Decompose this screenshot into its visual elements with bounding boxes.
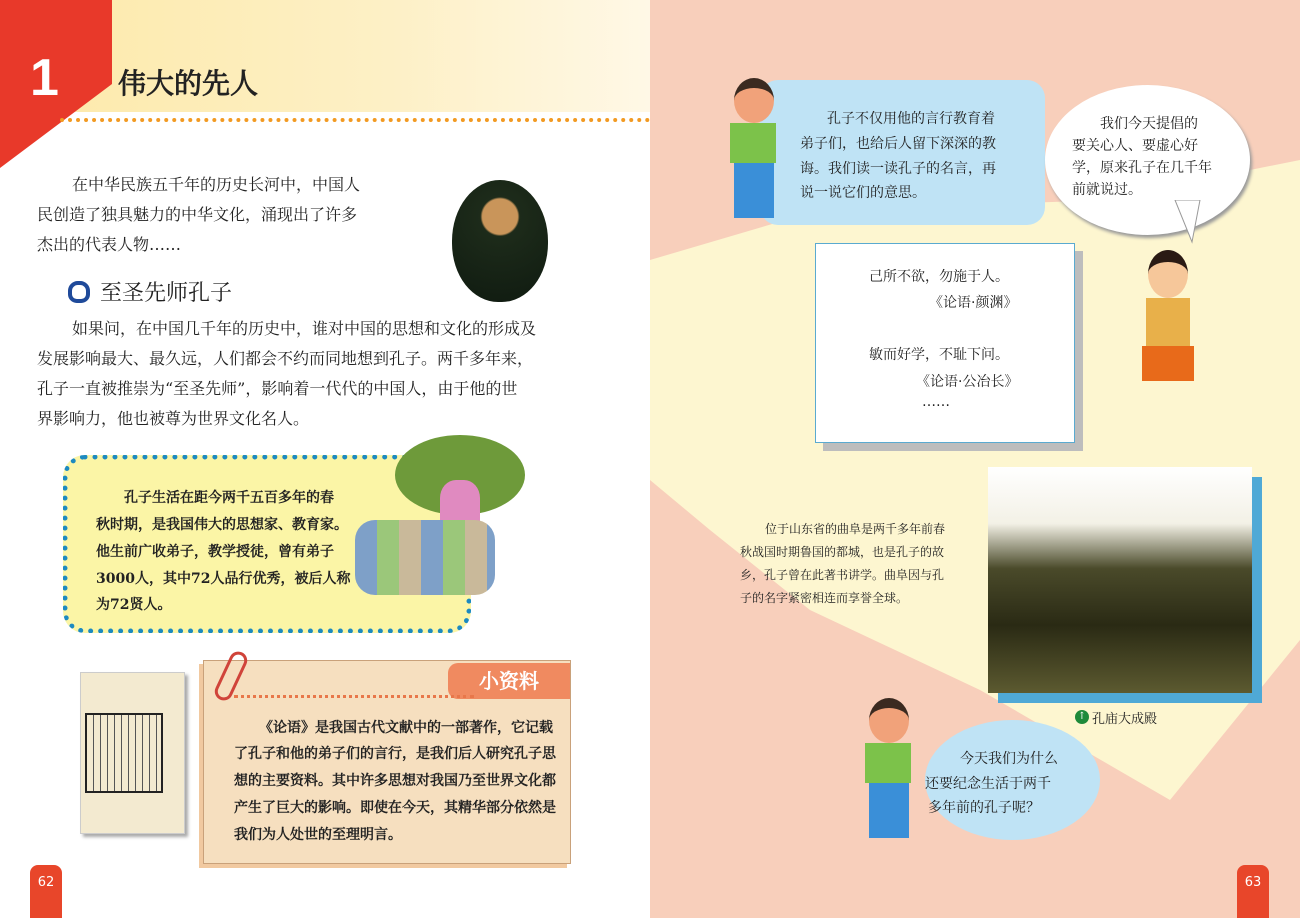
boy-character-bottom bbox=[855, 698, 925, 848]
teaching-illustration-students bbox=[355, 520, 495, 595]
note-line: 产生了巨大的影响。即使在今天，其精华部分依然是 bbox=[234, 800, 556, 816]
note-line: 我们为人处世的至理明言。 bbox=[234, 827, 402, 843]
boy-character bbox=[720, 78, 790, 228]
bubble-line: 说一说它们的意思。 bbox=[800, 185, 926, 201]
speech-line: 要关心人、要虚心好 bbox=[1072, 138, 1198, 154]
speech-line: 我们今天提倡的 bbox=[1100, 116, 1198, 132]
book-text-columns bbox=[85, 713, 163, 793]
speech-line: 学，原来孔子在几千年 bbox=[1072, 160, 1212, 176]
analects-book-image bbox=[80, 672, 185, 834]
intro-line: 杰出的代表人物…… bbox=[37, 235, 182, 254]
question-line: 还要纪念生活于两千 bbox=[925, 776, 1051, 792]
girl-speech-bubble bbox=[1045, 85, 1250, 235]
note-line: 《论语》是我国古代文献中的一部著作，它记载 bbox=[259, 720, 553, 736]
photo-caption: 孔庙大成殿 bbox=[1092, 712, 1158, 727]
right-page bbox=[650, 0, 1300, 918]
body-line: 界影响力，他也被尊为世界文化名人。 bbox=[37, 409, 310, 428]
box-line: 3000人，其中72人品行优秀，被后人称 bbox=[96, 571, 351, 587]
quote-source: 《论语·颜渊》 bbox=[929, 295, 1018, 311]
bubble-line: 诲。我们读一读孔子的名言，再 bbox=[800, 161, 996, 177]
box-line: 他生前广收弟子，教学授徒，曾有弟子 bbox=[96, 544, 334, 560]
qufu-line: 子的名字紧密相连而享誉全球。 bbox=[740, 591, 909, 605]
teaching-illustration-confucius bbox=[440, 480, 480, 525]
boy-speech-box bbox=[760, 80, 1045, 225]
girl-character bbox=[1128, 250, 1208, 440]
header-divider bbox=[60, 118, 650, 122]
note-card bbox=[203, 660, 571, 864]
section-heading: 至圣先师孔子 bbox=[100, 281, 233, 306]
chapter-title: 伟大的先人 bbox=[118, 67, 259, 100]
qufu-line: 秋战国时期鲁国的都城，也是孔子的故 bbox=[740, 545, 945, 559]
speech-line: 前就说过。 bbox=[1072, 182, 1142, 198]
note-line: 了孔子和他的弟子们的言行，是我们后人研究孔子思 bbox=[234, 746, 556, 762]
intro-line: 在中华民族五千年的历史长河中，中国人 bbox=[72, 175, 361, 194]
arrow-up-icon: ↑ bbox=[1075, 710, 1089, 724]
dacheng-hall-photo bbox=[988, 467, 1252, 693]
qufu-line: 乡，孔子曾在此著书讲学。曲阜因与孔 bbox=[740, 568, 945, 582]
quote-ellipsis: …… bbox=[922, 394, 950, 410]
question-bubble bbox=[925, 720, 1100, 840]
note-tag: 小资料 bbox=[448, 663, 570, 699]
page-number: 62 bbox=[30, 865, 62, 918]
body-line: 如果问，在中国几千年的历史中，谁对中国的思想和文化的形成及 bbox=[72, 319, 537, 338]
confucius-portrait bbox=[452, 180, 548, 302]
chapter-number: 1 bbox=[30, 49, 59, 107]
quote-source: 《论语·公冶长》 bbox=[916, 374, 1019, 390]
intro-line: 民创造了独具魅力的中华文化，涌现出了许多 bbox=[37, 205, 358, 224]
speech-bubble-tail bbox=[1170, 200, 1210, 245]
body-line: 孔子一直被推崇为“至圣先师”，影响着一代代的中国人，由于他的世 bbox=[37, 379, 518, 398]
box-line: 为72贤人。 bbox=[96, 597, 172, 613]
quote-text: 敏而好学，不耻下问。 bbox=[869, 347, 1009, 363]
question-line: 多年前的孔子呢？ bbox=[928, 800, 1040, 816]
pentagon-icon bbox=[68, 281, 90, 303]
page-number: 63 bbox=[1237, 865, 1269, 918]
bubble-line: 弟子们，也给后人留下深深的教 bbox=[800, 136, 996, 152]
box-line: 孔子生活在距今两千五百多年的春 bbox=[124, 490, 334, 506]
body-line: 发展影响最大、最久远，人们都会不约而同地想到孔子。两千多年来， bbox=[37, 349, 534, 368]
note-line: 想的主要资料。其中许多思想对我国乃至世界文化都 bbox=[234, 773, 556, 789]
note-divider bbox=[234, 695, 474, 698]
box-line: 秋时期，是我国伟大的思想家、教育家。 bbox=[96, 517, 348, 533]
quote-text: 己所不欲，勿施于人。 bbox=[869, 269, 1009, 285]
quotes-card bbox=[815, 243, 1075, 443]
question-line: 今天我们为什么 bbox=[960, 751, 1058, 767]
qufu-line: 位于山东省的曲阜是两千多年前春 bbox=[765, 522, 946, 536]
bubble-line: 孔子不仅用他的言行教育着 bbox=[827, 111, 995, 127]
